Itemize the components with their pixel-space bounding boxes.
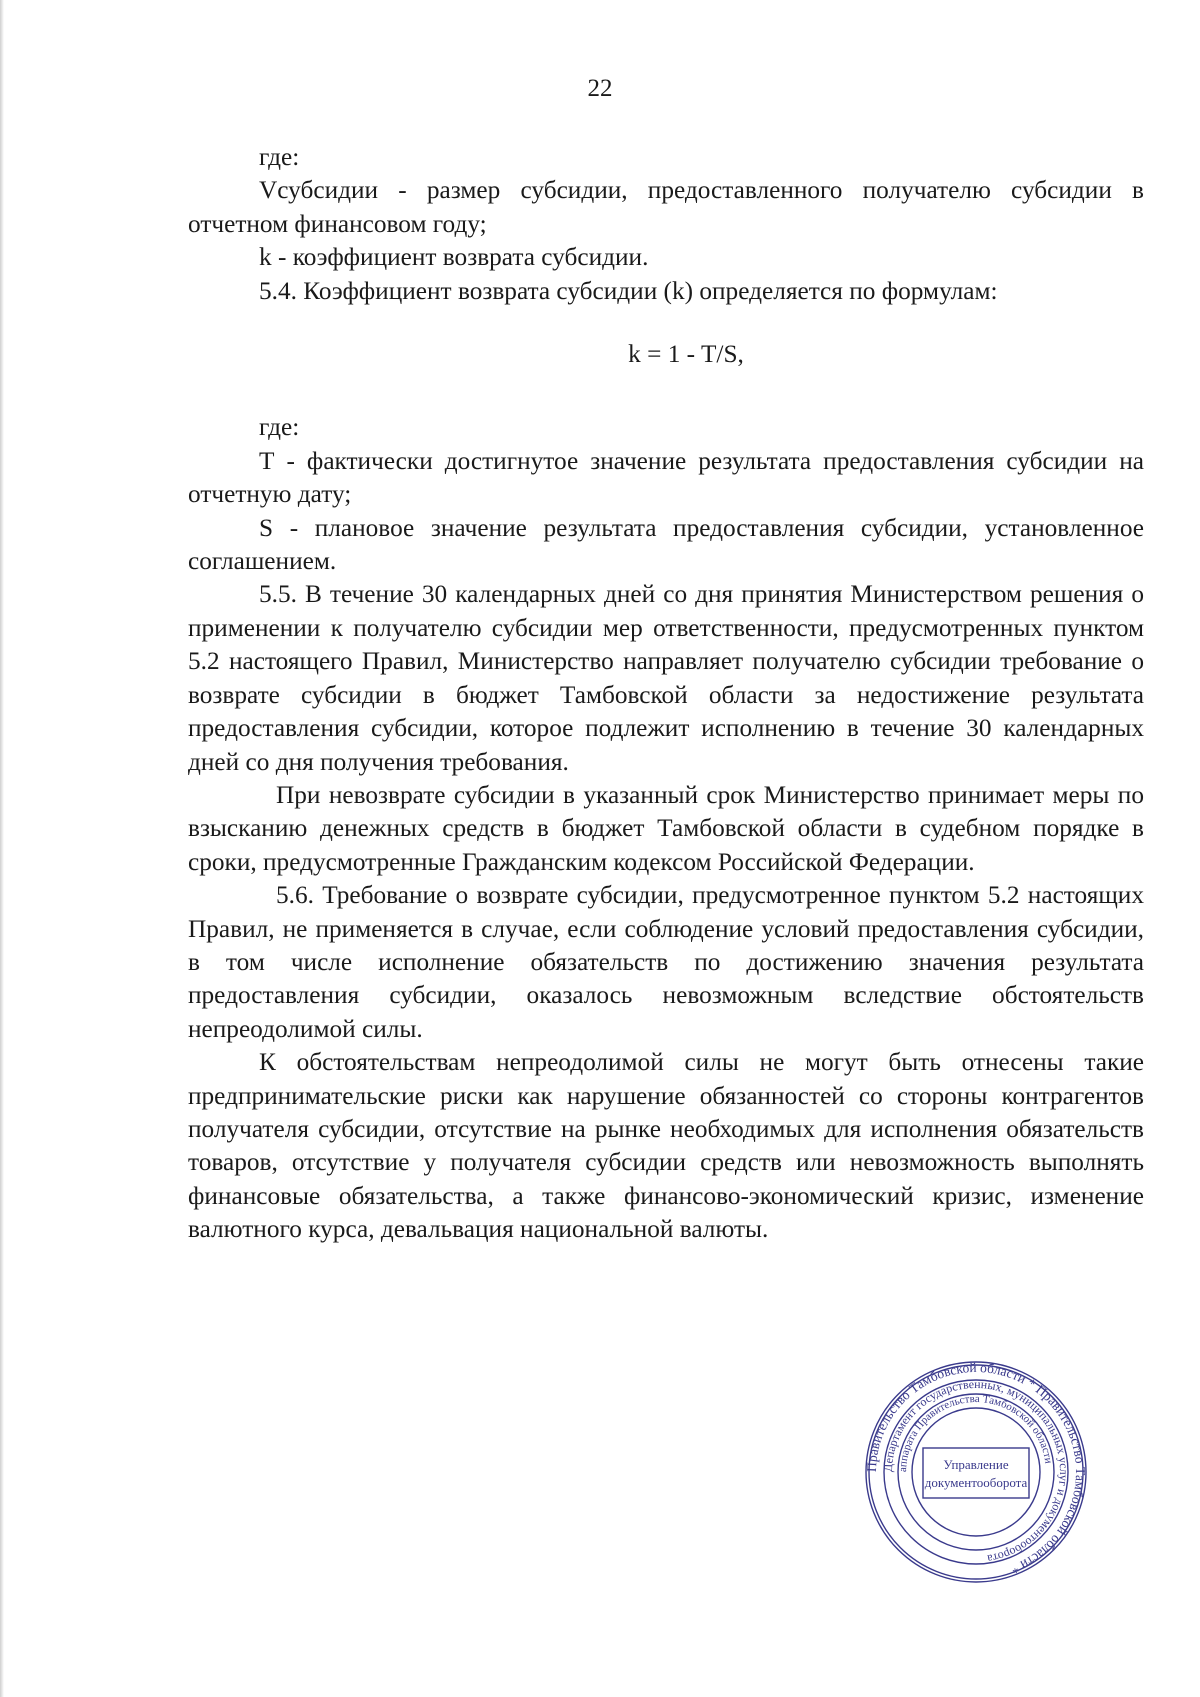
seal-center-line-2: документооборота (924, 1475, 1028, 1490)
paragraph-5-6: 5.6. Требование о возврате субсидии, предусмотренное пунктом 5.2 настоящих Правил, не применяется в случае, если соблюдение условий предоставления субсидии, в том числе исполнение обязательств по достижению значения результата предоставления субсидии, оказалось невозможным вследствие обстоятельств непреодолимой силы. (188, 881, 1144, 1043)
paragraph-force-majeure: К обстоятельствам непреодолимой силы не могут быть отнесены такие предпринимательские риски как нарушение обязанностей со стороны контрагентов получателя субсидии, отсутствие на рынке необходимых для исполнения обязательств товаров, отсутствие у получателя субсидии средств или невозможность выполнять финансовые обязательства, а также финансово-экономический кризис, изменение валютного курса, девальвация национальной валюты. (188, 1048, 1144, 1244)
seal-inner-text: аппарата Правительства Тамбовской области (896, 1392, 1055, 1473)
paragraph-non-return: При невозврате субсидии в указанный срок Министерство принимает меры по взысканию денежных средств в бюджет Тамбовской области в судебном порядке в сроки, предусмотренные Гражданским кодексом Российской Федерации. (188, 780, 1144, 876)
paragraph-where-1: где: (259, 143, 300, 171)
page-left-edge (0, 0, 4, 1697)
paragraph-t-definition: Т - фактически достигнутое значение результата предоставления субсидии на отчетную дату; (188, 446, 1144, 509)
paragraph-k-coefficient: k - коэффициент возврата субсидии. (259, 243, 649, 272)
seal-middle-text: Департамент государственных, муниципальных услуг и документооборота (880, 1376, 1072, 1567)
paragraph-5-4: 5.4. Коэффициент возврата субсидии (k) определяется по формулам: (259, 276, 998, 305)
seal-outer-text: Правительство Тамбовской области * Правительство Тамбовской области * (863, 1359, 1089, 1578)
paragraph-v-subsidy: Vсубсидии - размер субсидии, предоставленного получателю субсидии в отчетном финансовом году; (188, 176, 1144, 238)
seal-center-line-1: Управление (943, 1457, 1009, 1472)
official-seal (863, 1359, 1089, 1585)
paragraph-where-2: где: (259, 413, 300, 442)
page-number: 22 (587, 75, 613, 102)
paragraph-s-definition: S - плановое значение результата предоставления субсидии, установленное соглашением. (188, 513, 1144, 576)
document-body (188, 141, 1144, 1247)
formula: k = 1 - T/S, (628, 340, 744, 369)
paragraph-5-5: 5.5. В течение 30 календарных дней со дня принятия Министерством решения о применении к получателю субсидии мер ответственности, предусмотренных пунктом 5.2 настоящего Правил, Министерство направляет получателю субсидии требование о возврате субсидии в бюджет Тамбовской области за недостижение результата предоставления субсидии, которое подлежит исполнению в течение 30 календарных дней со дня получения требования. (188, 580, 1144, 776)
